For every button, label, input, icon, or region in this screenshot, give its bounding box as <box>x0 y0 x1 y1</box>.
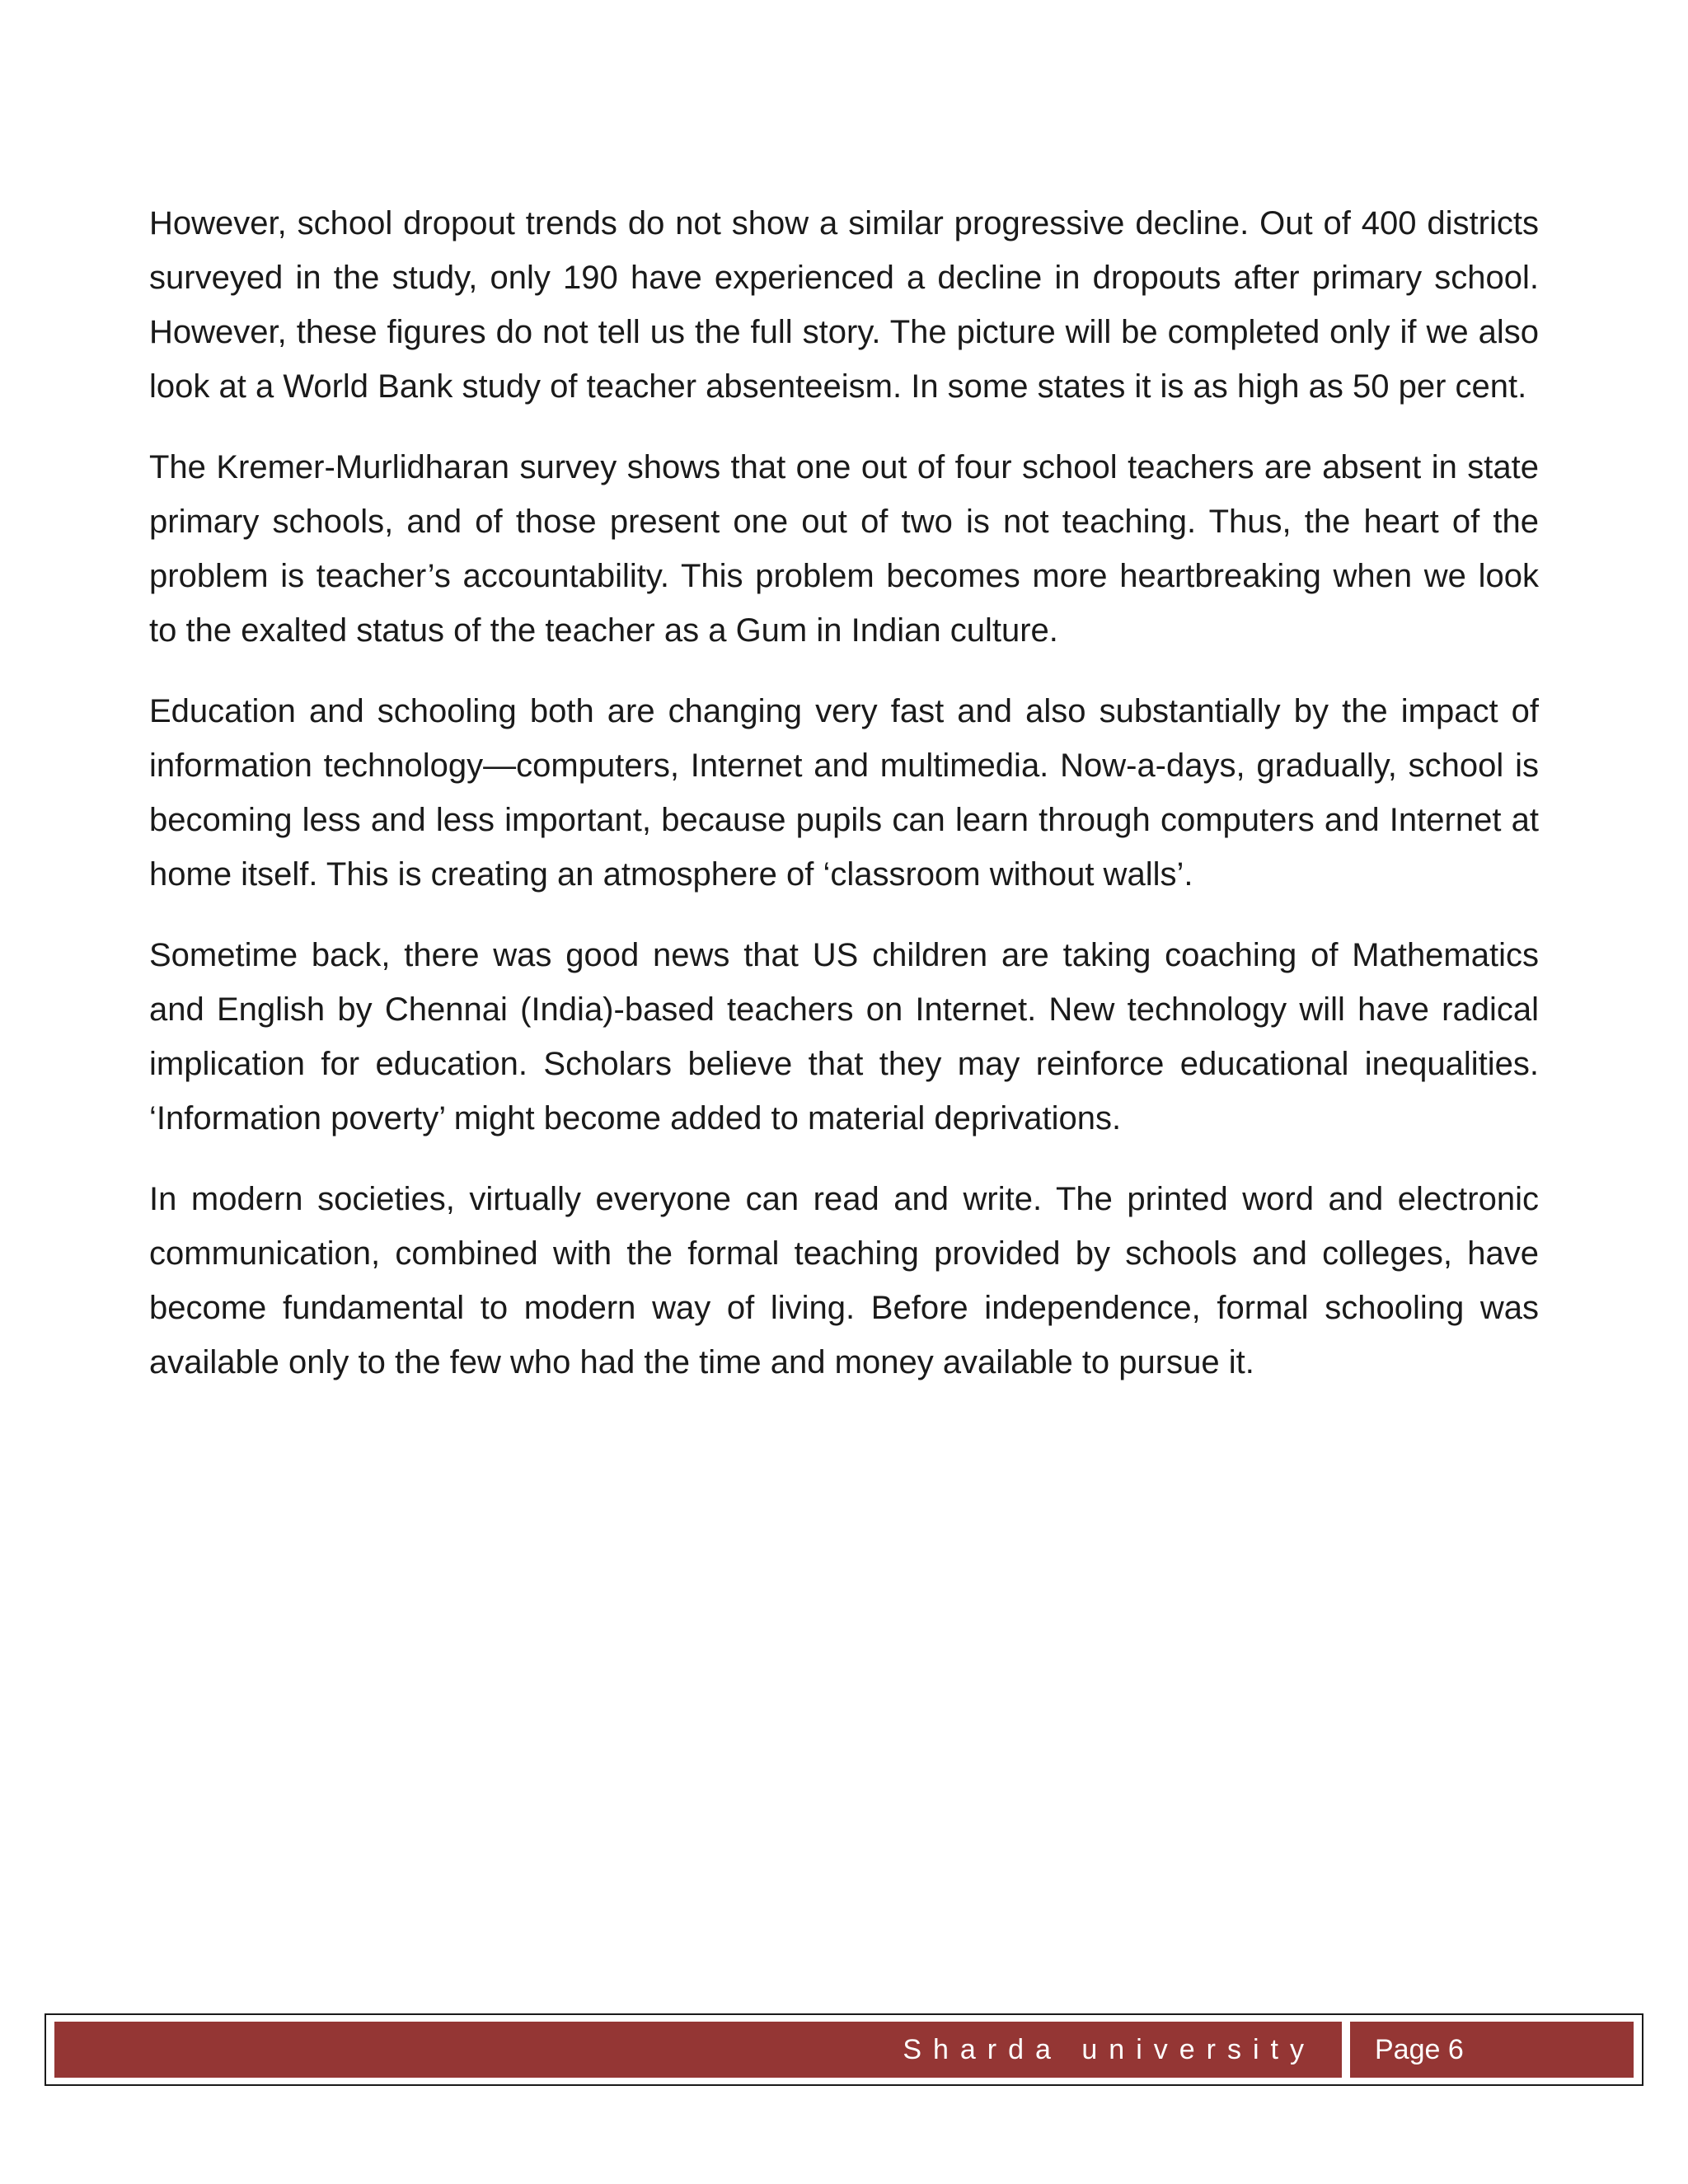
paragraph-4: Sometime back, there was good news that US children are taking coaching of Mathematics and English by Chennai (India)-based teachers on Internet. New technology will have radical implication for education. Scholars believe that they may reinforce educational inequalities. ‘Information poverty’ might become added to material deprivations. <box>149 937 1539 1137</box>
paragraph-2: The Kremer-Murlidharan survey shows that one out of four school teachers are absent in state primary schools, and of those present one out of two is not teaching. Thus, the heart of the problem is teacher’s accountability. This problem becomes more heartbreaking when we look to the exalted status of the teacher as a Gum in Indian culture. <box>149 449 1539 649</box>
paragraph-1: However, school dropout trends do not show a similar progressive decline. Out of 400 districts surveyed in the study, only 190 have experienced a decline in dropouts after primary school. However, these figures do not tell us the full story. The picture will be completed only if we also look at a World Bank study of teacher absenteeism. In some states it is as high as 50 per cent. <box>149 205 1539 405</box>
page-footer <box>45 2013 1643 2086</box>
paragraph-5: In modern societies, virtually everyone can read and write. The printed word and electronic communication, combined with the formal teaching provided by schools and colleges, have become fundamental to modern way of living. Before independence, formal schooling was available only to the few who had the time and money available to pursue it. <box>149 1181 1539 1380</box>
paragraph-3: Education and schooling both are changing very fast and also substantially by the impact of information technology—computers, Internet and multimedia. Now-a-days, gradually, school is becoming less and less important, because pupils can learn through computers and Internet at home itself. This is creating an atmosphere of ‘classroom without walls’. <box>149 693 1539 893</box>
document-body <box>149 196 1539 1416</box>
footer-brand-text: Sharda university <box>903 2033 1315 2065</box>
footer-brand-bar <box>54 2022 1342 2078</box>
footer-page-bar <box>1350 2022 1634 2078</box>
page-number: Page 6 <box>1375 2033 1464 2065</box>
